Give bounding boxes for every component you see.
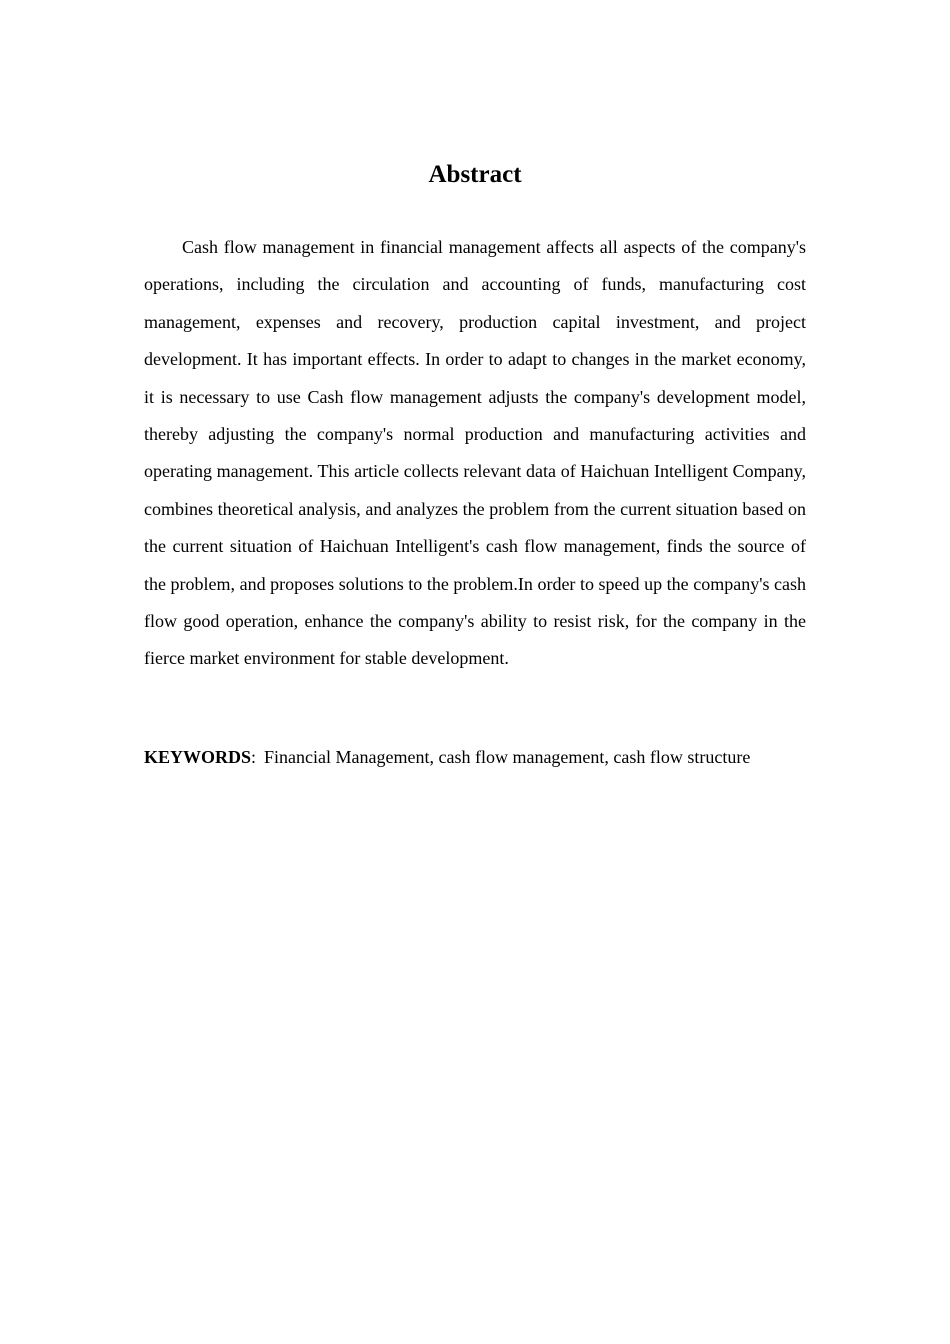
keywords-separator: : <box>251 747 257 767</box>
page-title: Abstract <box>428 161 522 188</box>
keywords-list: Financial Management, cash flow management, cash flow structure <box>264 747 751 767</box>
keywords-line <box>144 740 824 774</box>
keywords-label: KEYWORDS <box>144 747 252 767</box>
abstract-paragraph: Cash flow management in financial management affects all aspects of the company's operations, including the circulation and accounting of funds, manufacturing cost management, expenses and recovery, production capital investment, and project development. It has important effects. In order to adapt to changes in the market economy, it is necessary to use Cash flow management adjusts the company's development model, thereby adjusting the company's normal production and manufacturing activities and operating management. This article collects relevant data of Haichuan Intelligent Company, combines theoretical analysis, and analyzes the problem from the current situation based on the current situation of Haichuan Intelligent's cash flow management, finds the source of the problem, and proposes solutions to the problem.In order to speed up the company's cash flow good operation, enhance the company's ability to resist risk, for the company in the fierce market environment for stable development. <box>144 237 806 669</box>
